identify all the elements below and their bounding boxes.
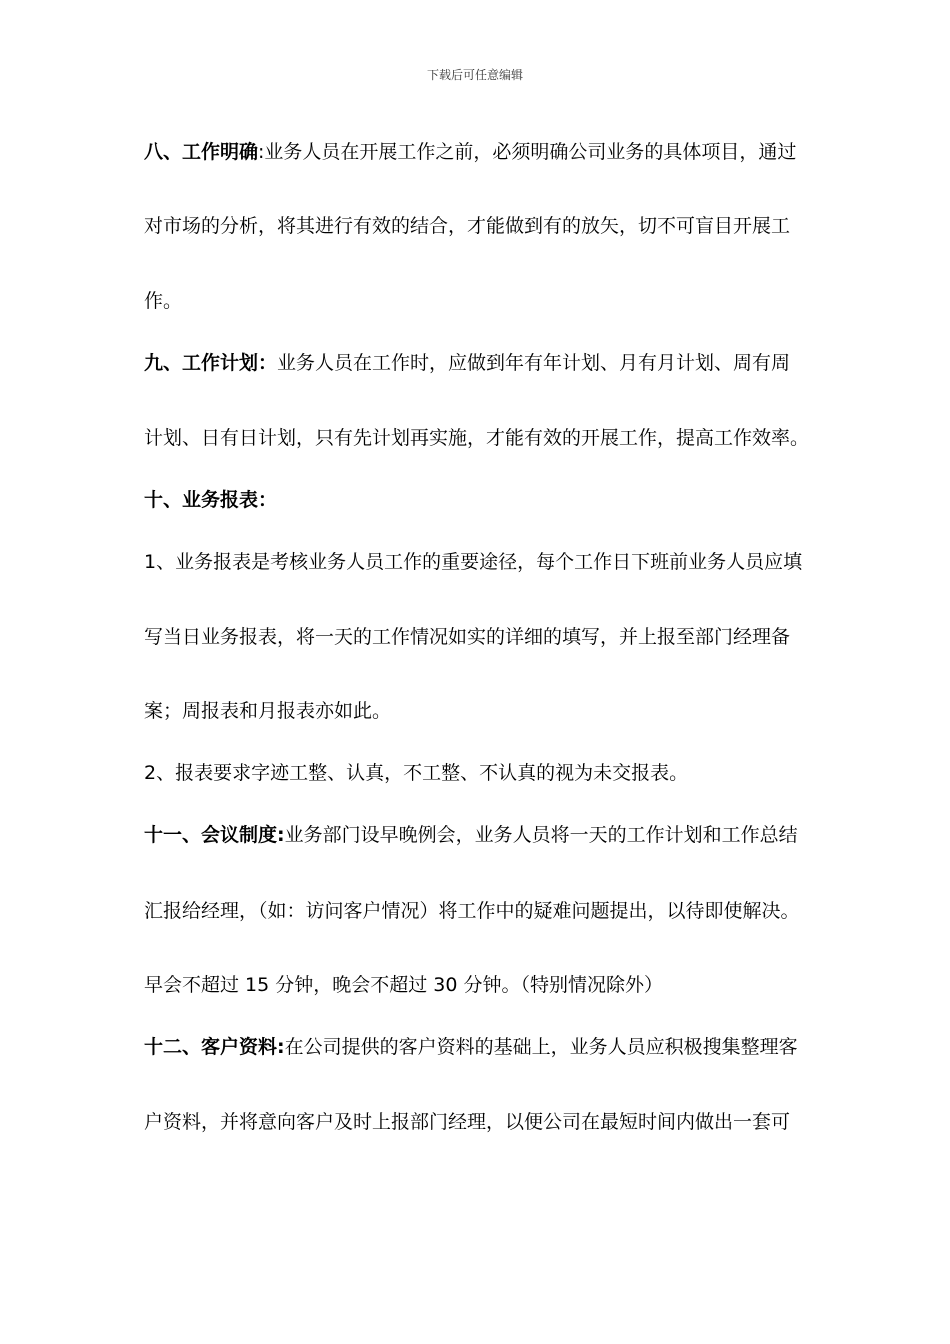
section-11-heading: 十一、会议制度: <box>144 824 285 846</box>
section-10-line-heading <box>144 487 824 513</box>
section-10-item-1-line-2: 写当日业务报表，将一天的工作情况如实的详细的填写，并上报至部门经理备 <box>144 626 791 648</box>
section-11-line-3: 早会不超过 15 分钟，晚会不超过 30 分钟。（特别情况除外） <box>144 974 664 996</box>
section-10-item-2-line-1: 2、报表要求字迹工整、认真，不工整、不认真的视为未交报表。 <box>144 762 689 784</box>
section-8-line-3: 作。 <box>144 290 183 312</box>
section-12-line-1 <box>144 1034 824 1060</box>
section-9-line-2: 计划、日有日计划，只有先计划再实施，才能有效的开展工作，提高工作效率。 <box>144 427 810 449</box>
section-12-text-1: 在公司提供的客户资料的基础上，业务人员应积极搜集整理客 <box>284 1036 798 1058</box>
section-12-line-2: 户资料，并将意向客户及时上报部门经理，以便公司在最短时间内做出一套可 <box>144 1111 791 1133</box>
section-9-text-1: 业务人员在工作时，应做到年有年计划、月有月计划、周有周 <box>277 352 791 374</box>
section-8-line-1 <box>144 139 824 165</box>
section-9-line-1 <box>144 350 824 376</box>
section-8-text-1: :业务人员在开展工作之前，必须明确公司业务的具体项目，通过 <box>258 141 797 163</box>
section-10-item-1-line-3: 案；周报表和月报表亦如此。 <box>144 700 392 722</box>
section-8-heading: 八、工作明确 <box>144 141 259 163</box>
section-11-line-2: 汇报给经理，（如：访问客户情况）将工作中的疑难问题提出，以待即使解决。 <box>144 900 800 922</box>
section-8-line-2: 对市场的分析，将其进行有效的结合，才能做到有的放矢，切不可盲目开展工 <box>144 215 791 237</box>
section-11-text-1: 业务部门设早晚例会，业务人员将一天的工作计划和工作总结 <box>284 824 798 846</box>
header-note: 下载后可任意编辑 <box>426 68 523 82</box>
section-9-heading: 九、工作计划： <box>144 352 278 374</box>
section-12-heading: 十二、客户资料: <box>144 1036 285 1058</box>
section-10-heading: 十、业务报表： <box>144 489 278 511</box>
section-11-line-1 <box>144 822 824 848</box>
section-10-item-1-line-1: 1、业务报表是考核业务人员工作的重要途径，每个工作日下班前业务人员应填 <box>144 551 803 573</box>
